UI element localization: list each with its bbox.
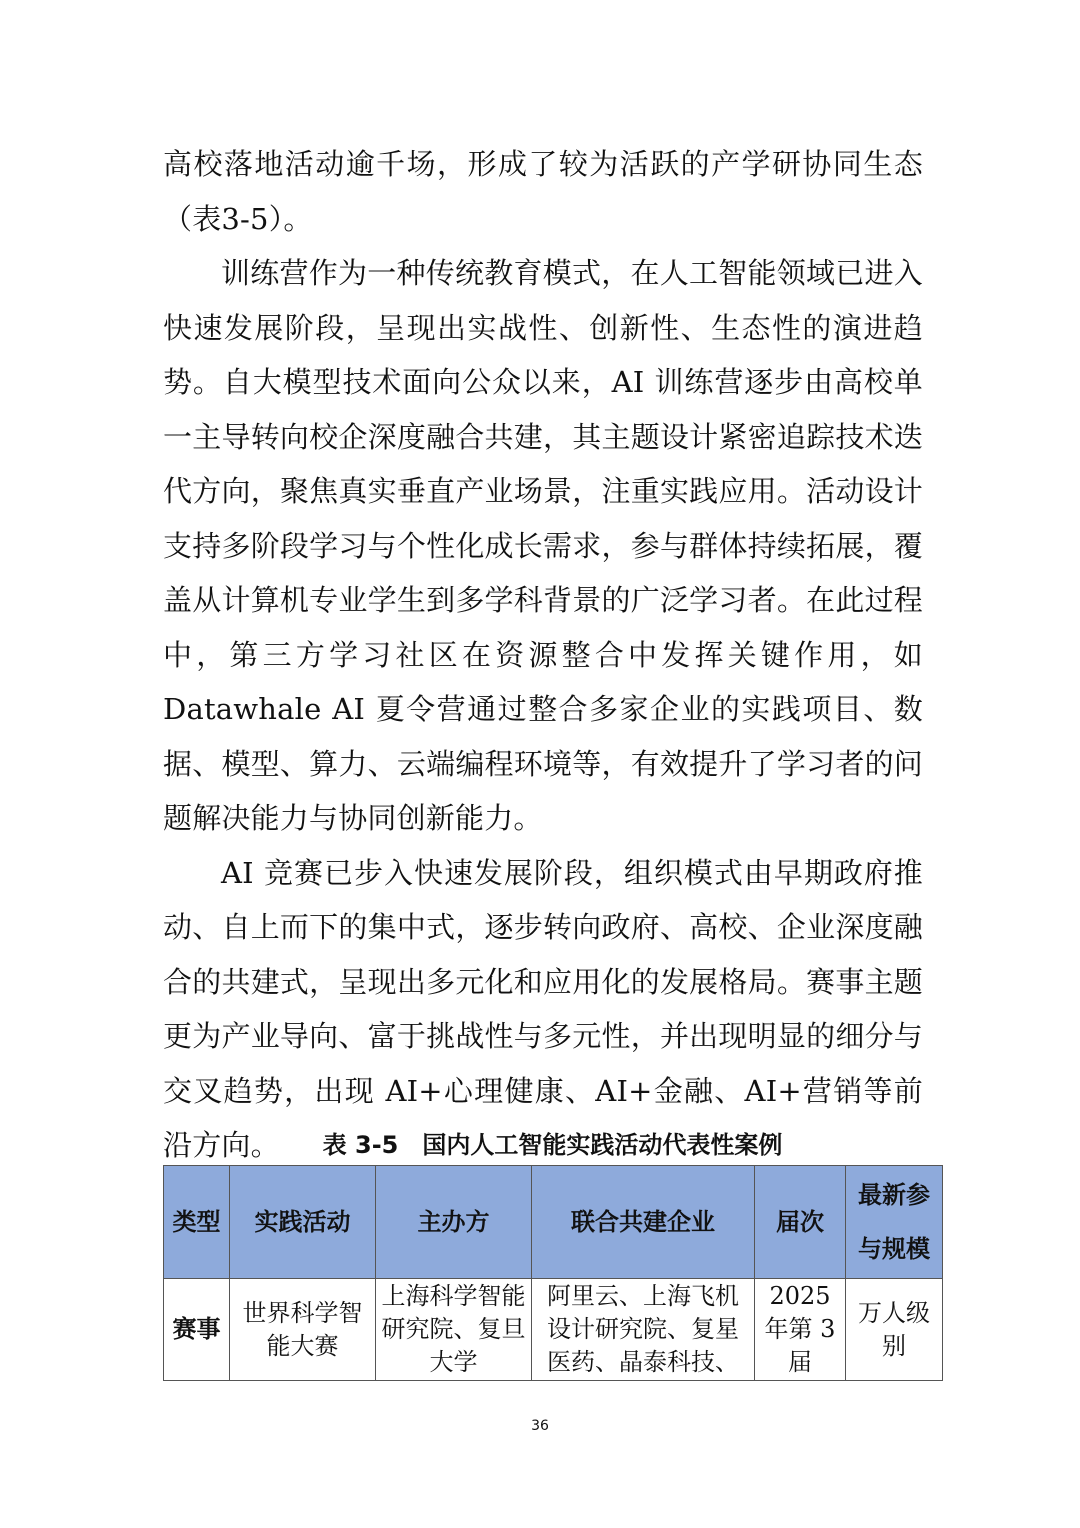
table-header-row [164,1166,943,1279]
header-activity: 实践活动 [230,1166,376,1279]
table-row [164,1279,943,1381]
header-scale: 最新参与规模 [846,1166,943,1279]
table-caption: 表 3-5 国内人工智能实践活动代表性案例 [322,1131,783,1159]
paragraph: 训练营作为一种传统教育模式，在人工智能领域已进入快速发展阶段，呈现出实战性、创新性、生态性的演进趋势。自大模型技术面向公众以来，AI 训练营逐步由高校单一主导转向校企深度融合共建，其主题设计紧密追踪技术迭代方向，聚焦真实垂直产业场景，注重实践应用。活动设计支持多阶段学习与个性化成长需求，参与群体持续拓展，覆盖从计算机专业学生到多学科背景的广泛学习者。在此过程中，第三方学习社区在资源整合中发挥关键作用，如 Datawhale AI 夏令营通过整合多家企业的实践项目、数据、模型、算力、云端编程环境等，有效提升了学习者的问题解决能力与协同创新能力。 [163,256,923,835]
cell-partners: 阿里云、上海飞机设计研究院、复星医药、晶泰科技、 [532,1279,755,1381]
header-type: 类型 [164,1166,230,1279]
paragraph: 高校落地活动逾千场，形成了较为活跃的产学研协同生态（表3-5）。 [163,147,923,236]
cases-table [163,1165,943,1381]
body-text [163,137,923,1173]
cell-activity: 世界科学智能大赛 [230,1279,376,1381]
header-edition: 届次 [755,1166,846,1279]
header-host: 主办方 [376,1166,532,1279]
header-partners: 联合共建企业 [532,1166,755,1279]
cell-scale: 万人级别 [846,1279,943,1381]
cell-type: 赛事 [164,1279,230,1381]
cell-host: 上海科学智能研究院、复旦大学 [376,1279,532,1381]
paragraph: AI 竞赛已步入快速发展阶段，组织模式由早期政府推动、自上而下的集中式，逐步转向政府、高校、企业深度融合的共建式，呈现出多元化和应用化的发展格局。赛事主题更为产业导向、富于挑战性与多元性，并出现明显的细分与交叉趋势，出现 AI+心理健康、AI+金融、AI+营销等前沿方向。 [163,855,923,1162]
cell-edition: 2025 年第 3 届 [755,1279,846,1381]
page-number: 36 [531,1418,549,1434]
